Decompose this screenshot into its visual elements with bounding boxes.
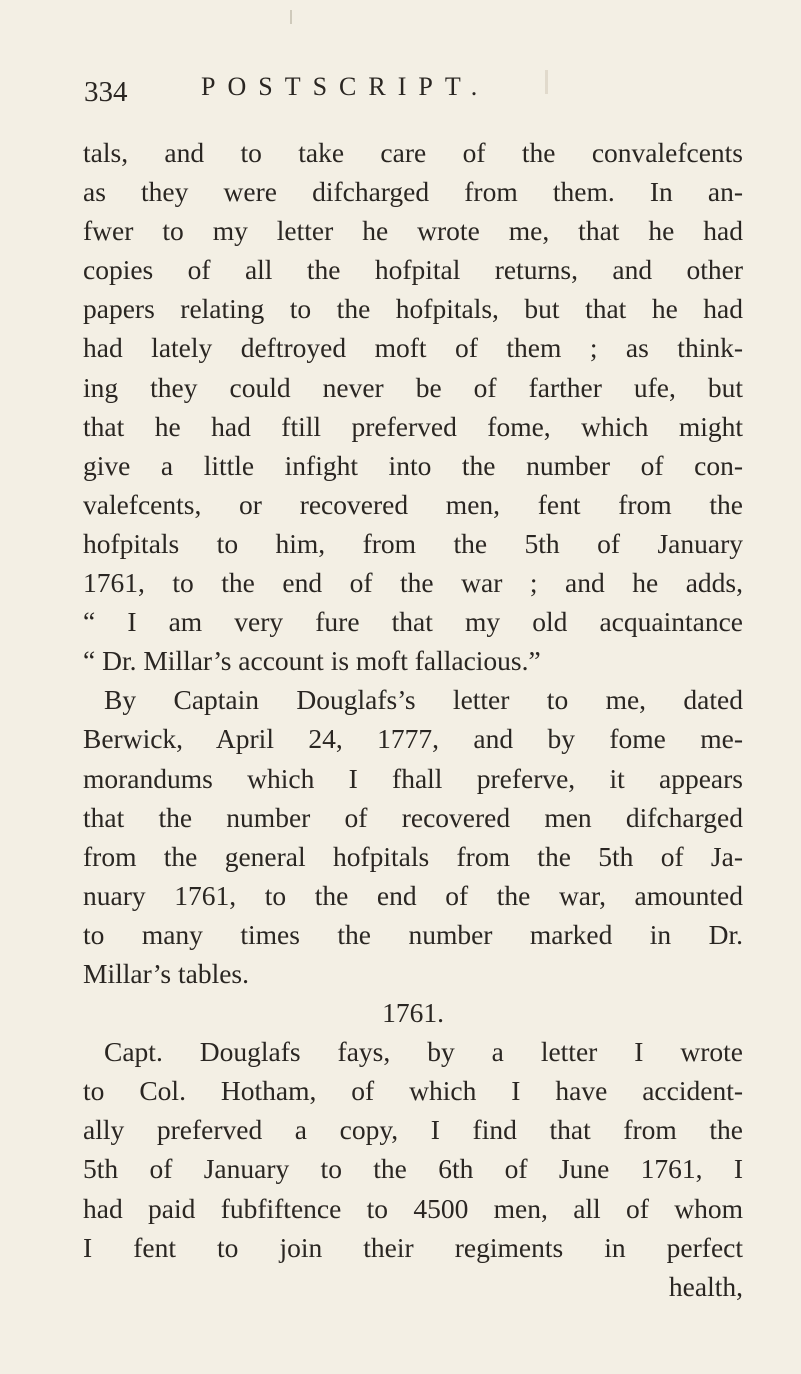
text-line: copies of all the hofpital returns, and other [83, 254, 743, 286]
text-line: Millar’s tables. [83, 957, 249, 989]
running-title: POSTSCRIPT. [201, 72, 490, 101]
text-line: I fent to join their regiments in perfect [83, 1231, 743, 1263]
text-line: that the number of recovered men difcharged [83, 801, 743, 833]
text-line: that he had ftill preferved fome, which might [83, 410, 743, 442]
quote-line: “ Dr. Millar’s account is moft fallacious.” [83, 645, 541, 677]
text-line: morandums which I fhall preferve, it appears [83, 762, 743, 794]
text-line: to many times the number marked in Dr. [83, 918, 743, 950]
text-line: had paid fubfiftence to 4500 men, all of whom [83, 1192, 743, 1224]
paragraph-start: Capt. Douglafs fays, by a letter I wrote [104, 1036, 743, 1068]
text-line: give a little infight into the number of con- [83, 449, 743, 481]
page-header [84, 72, 741, 112]
text-line: nuary 1761, to the end of the war, amounted [83, 879, 743, 911]
text-line: from the general hofpitals from the 5th of Ja- [83, 840, 743, 872]
text-line: Berwick, April 24, 1777, and by fome me- [83, 723, 743, 755]
text-line: 1761, to the end of the war ; and he adds, [83, 567, 743, 599]
text-line: ally preferved a copy, I find that from the [83, 1114, 743, 1146]
year-heading: 1761. [382, 997, 444, 1029]
quote-line: “ I am very fure that my old acquaintance [83, 606, 743, 638]
catchword: health, [668, 1270, 743, 1302]
body-text [83, 133, 743, 1306]
text-line: hofpitals to him, from the 5th of January [83, 527, 743, 559]
paper-mark [290, 10, 292, 24]
text-line: ing they could never be of farther ufe, but [83, 371, 743, 403]
text-line: to Col. Hotham, of which I have accident- [83, 1075, 743, 1107]
text-line: had lately deftroyed moft of them ; as think- [83, 332, 743, 364]
text-line: tals, and to take care of the convalefcents [83, 137, 743, 168]
text-line: as they were difcharged from them. In an- [83, 176, 743, 208]
text-line: 5th of January to the 6th of June 1761, I [83, 1153, 743, 1185]
page-number: 334 [84, 76, 128, 108]
text-line: valefcents, or recovered men, fent from the [83, 488, 743, 520]
paragraph-start: By Captain Douglafs’s letter to me, dated [104, 684, 743, 716]
text-line: papers relating to the hofpitals, but that he had [83, 293, 743, 325]
text-line: fwer to my letter he wrote me, that he had [83, 215, 743, 247]
